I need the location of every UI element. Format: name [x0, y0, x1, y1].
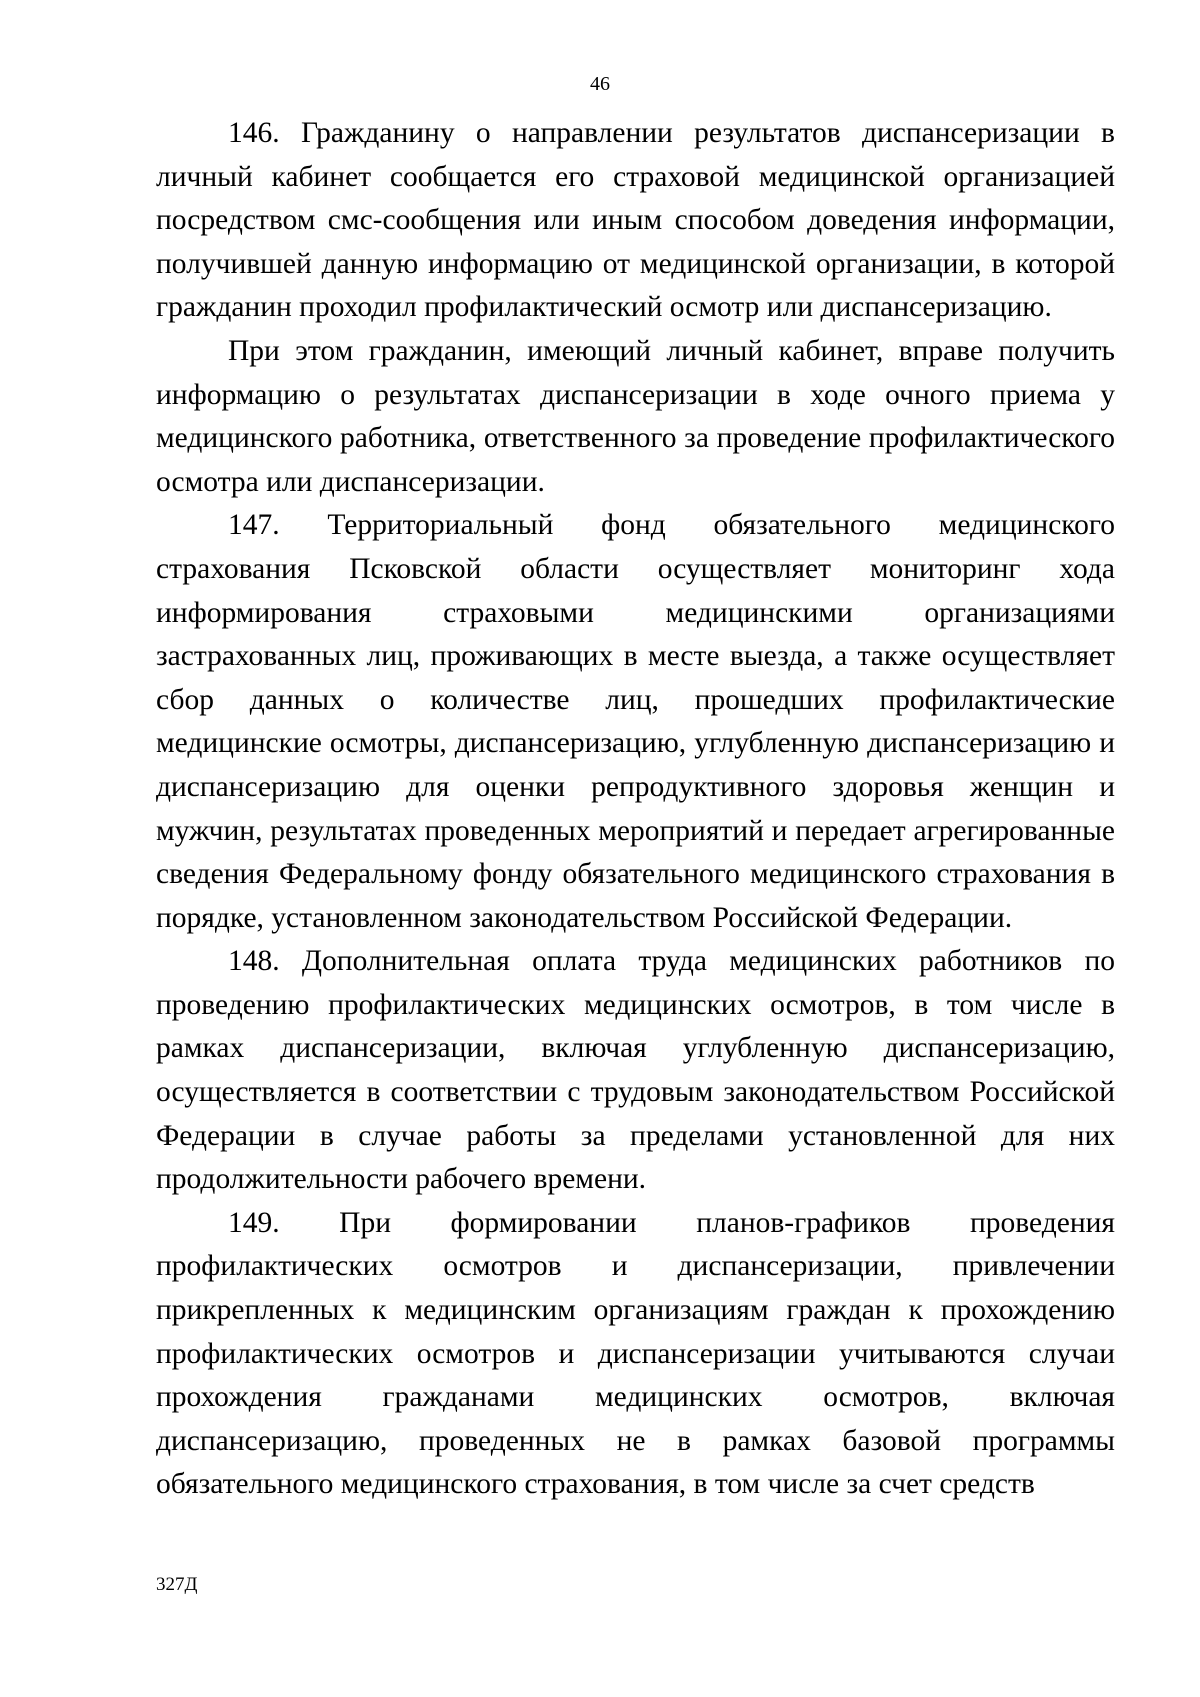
document-code: 327Д [156, 1574, 198, 1595]
paragraph-146-continuation: При этом гражданин, имеющий личный кабинет, вправе получить информацию о результатах диспансеризации в ходе очного приема у медицинского работника, ответственного за проведение профилактического осмотра или диспансеризации. [156, 334, 1115, 498]
paragraph-148: 148. Дополнительная оплата труда медицинских работников по проведению профилактических медицинских осмотров, в том числе в рамках диспансеризации, включая углубленную диспансеризацию, осуществляется в соответствии с трудовым законодательством Российской Федерации в случае работы за пределами установленной для них продолжительности рабочего времени. [156, 945, 1115, 1196]
paragraph-147: 147. Территориальный фонд обязательного медицинского страхования Псковской области осуществляет мониторинг хода информирования страховыми медицинскими организациями застрахованных лиц, проживающих в месте выезда, а также осуществляет сбор данных о количестве лиц, прошедших профилактические медицинские осмотры, диспансеризацию, углубленную диспансеризацию и диспансеризацию для оценки репродуктивного здоровья женщин и мужчин, результатах проведенных мероприятий и передает агрегированные сведения Федеральному фонду обязательного медицинского страхования в порядке, установленном законодательством Российской Федерации. [156, 509, 1115, 934]
document-body [156, 112, 1115, 1507]
paragraph-149: 149. При формировании планов-графиков проведения профилактических осмотров и диспансеризации, привлечении прикрепленных к медицинским организациям граждан к прохождению профилактических осмотров и диспансеризации учитываются случаи прохождения гражданами медицинских осмотров, включая диспансеризацию, проведенных не в рамках базовой программы обязательного медицинского страхования, в том числе за счет средств [156, 1206, 1115, 1501]
page-number: 46 [590, 73, 610, 95]
paragraph-146: 146. Гражданину о направлении результатов диспансеризации в личный кабинет сообщается его страховой медицинской организацией посредством смс-сообщения или иным способом доведения информации, получившей данную информацию от медицинской организации, в которой гражданин проходил профилактический осмотр или диспансеризацию. [156, 117, 1115, 324]
